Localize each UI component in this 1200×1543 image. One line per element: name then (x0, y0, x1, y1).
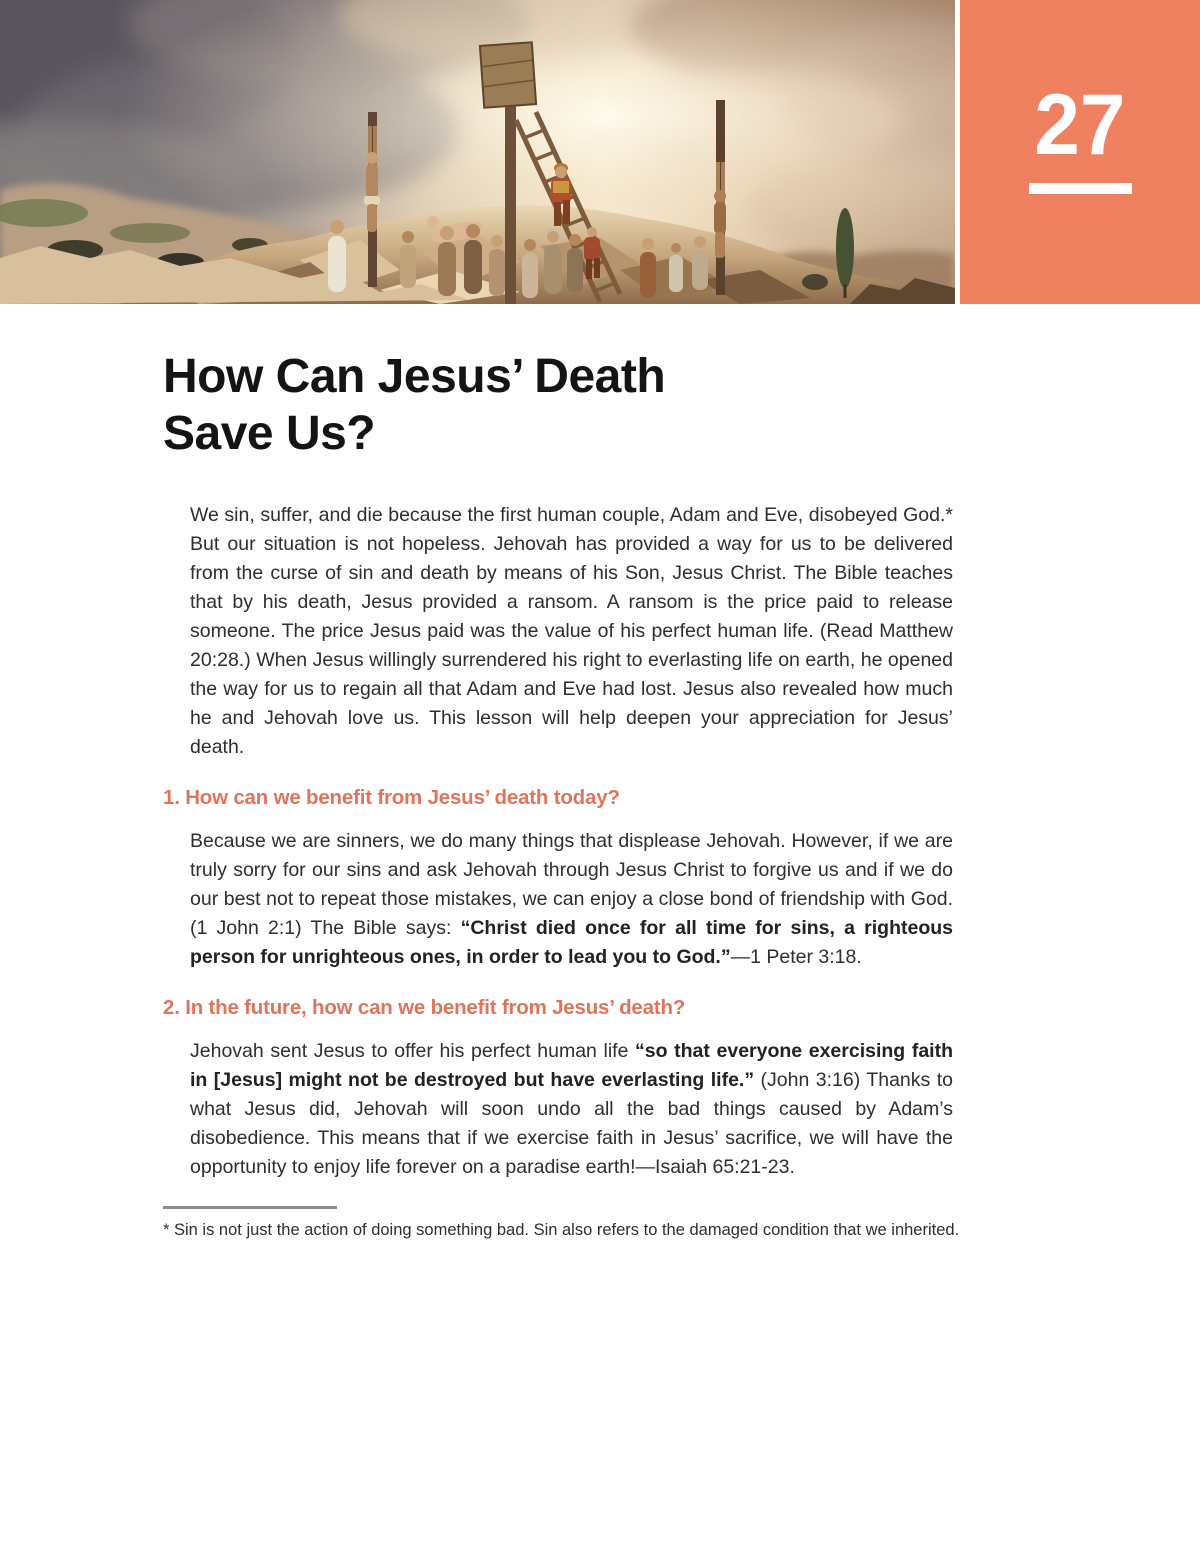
figure (692, 236, 708, 290)
page-header (0, 0, 1200, 304)
lesson-title (163, 348, 1200, 462)
question-1-heading: 1. How can we benefit from Jesus’ death today? (163, 786, 620, 809)
question-2-heading: 2. In the future, how can we benefit from Jesus’ death? (163, 996, 686, 1019)
sign-board (480, 42, 536, 107)
title-line-1: How Can Jesus’ Death (163, 350, 666, 403)
hero-image (0, 0, 955, 304)
lesson-number-badge (960, 0, 1200, 304)
lesson-number-underline (1029, 183, 1132, 194)
title-line-2: Save Us? (163, 407, 376, 460)
question-1-paragraph: Because we are sinners, we do many things that displease Jehovah. However, if we are truly sorry for our sins and ask Jehovah through Jesus Christ to forgive us and if we do our best not to repeat those mistakes, we can enjoy a close bond of friendship with God. (1 John 2:1) The Bible says: “Christ died once for all time for sins, a righteous person for unrighteous ones, in order to lead you to God.”—1 Peter 3:18. (190, 830, 954, 968)
figure (544, 228, 562, 294)
footnote-separator (163, 1206, 337, 1209)
lesson-number: 27 (1034, 77, 1126, 173)
question-2-paragraph: Jehovah sent Jesus to offer his perfect human life “so that everyone exercising faith in [Jesus] might not be destroyed but have everlasting life.” (John 3:16) Thanks to what Jesus did, Jehovah will soon undo all the bad things caused by Adam’s disobedience. This means that if we exercise faith in Jesus’ sacrifice, we will have the opportunity to enjoy life forever on a paradise earth!—Isaiah 65:21-23. (190, 1040, 953, 1178)
intro-paragraph: We sin, suffer, and die because the first human couple, Adam and Eve, disobeyed God.* But our situation is not hopeless. Jehovah has provided a way for us to be delivered from the curse of sin and death by means of his Son, Jesus Christ. The Bible teaches that by his death, Jesus provided a ransom. A ransom is the price paid to release someone. The price Jesus paid was the value of his perfect human life. (Read Matthew 20:28.) When Jesus willingly surrendered his right to everlasting life on earth, he opened the way for us to regain all that Adam and Eve had lost. Jesus also revealed how much he and Jehovah love us. This lesson will help deepen your appreciation for Jesus’ death. (190, 504, 953, 758)
footnote-text: * Sin is not just the action of doing something bad. Sin also refers to the damaged condition that we inherited. (163, 1221, 960, 1239)
crucifixion-scene-illustration (0, 0, 955, 304)
lesson-content (0, 348, 1200, 1241)
